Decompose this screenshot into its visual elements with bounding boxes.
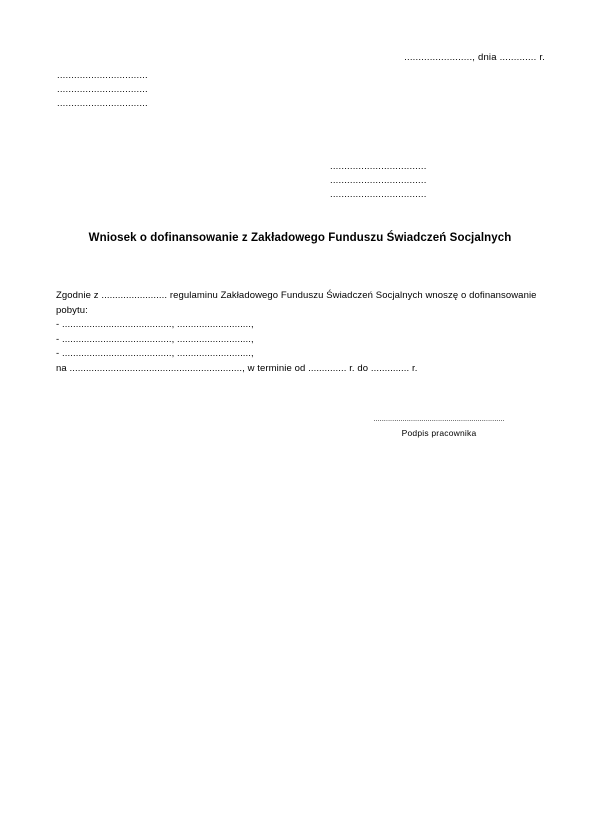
list-item: - ........................................, ..........................., bbox=[56, 333, 254, 345]
addressee-block bbox=[330, 160, 427, 202]
request-body bbox=[56, 289, 548, 376]
closing-line: na ..............................................................., w terminie od .............. r. do .............. r. bbox=[56, 362, 418, 374]
employer-line-3: ................................ bbox=[57, 98, 148, 109]
intro-line-2: pobytu: bbox=[56, 304, 88, 316]
addressee-line-1: .................................. bbox=[330, 161, 427, 172]
intro-line-1: Zgodnie z ........................ regulaminu Zakładowego Funduszu Świadczeń Socjalnych wnoszę o dofinansowanie bbox=[56, 290, 537, 301]
employer-line-1: ................................ bbox=[57, 70, 148, 81]
signature-caption: Podpis pracownika bbox=[401, 428, 477, 438]
page-title: Wniosek o dofinansowanie z Zakładowego Funduszu Świadczeń Socjalnych bbox=[88, 232, 512, 244]
list-item: - ........................................, ..........................., bbox=[56, 319, 254, 330]
signature-block bbox=[330, 412, 548, 440]
list-item: - ........................................, ..........................., bbox=[56, 348, 254, 359]
employer-line-2: ................................ bbox=[57, 84, 148, 95]
date-line: ........................, dnia ............. r. bbox=[404, 52, 545, 63]
signature-line: ............................................................... bbox=[373, 414, 505, 423]
addressee-line-2: .................................. bbox=[330, 175, 427, 186]
addressee-line-3: .................................. bbox=[330, 189, 427, 200]
employer-block bbox=[57, 69, 148, 111]
